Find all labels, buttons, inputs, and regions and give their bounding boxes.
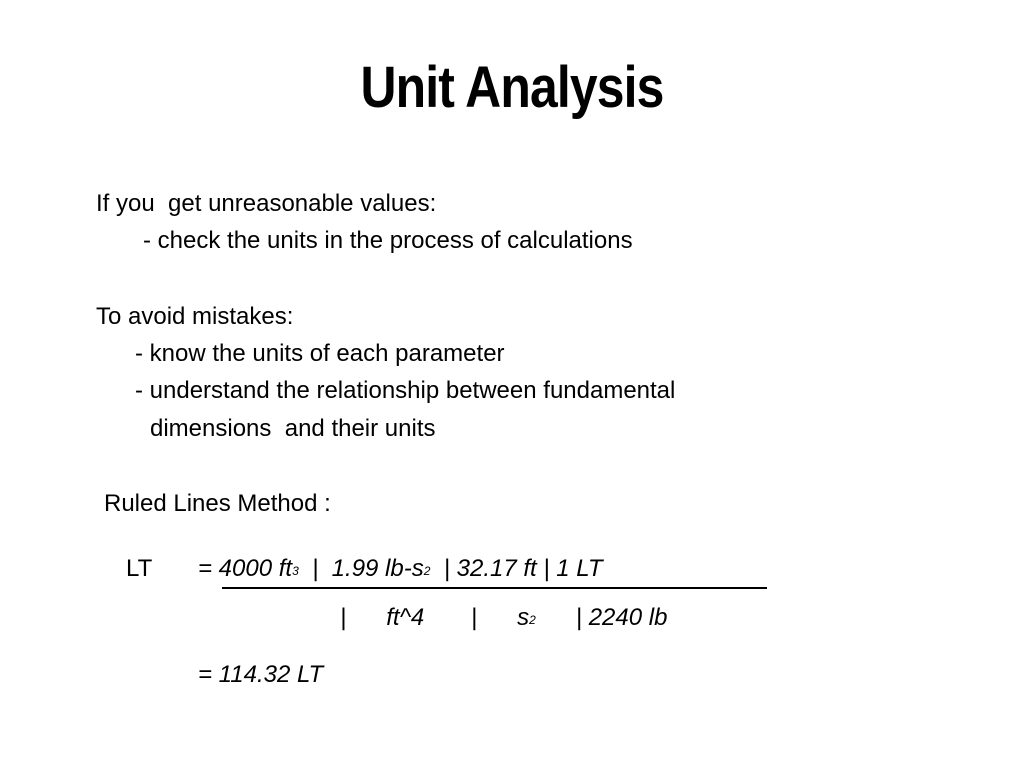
equation-denominator [340,603,667,633]
equation-lhs: LT [126,555,153,582]
section2-bullet-2-line-1: - understand the relationship between fundamental [135,377,676,404]
numerator-middle: | 1.99 lb-s [298,555,424,582]
denominator-exponent: 2 [529,613,536,627]
numerator-exponent-2: 2 [423,564,431,578]
section1-bullet-1: - check the units in the process of calculations [143,227,633,254]
equation-numerator [198,554,603,584]
numerator-prefix: = 4000 ft [198,555,293,582]
numerator-exponent-1: 3 [292,564,299,578]
section1-heading: If you get unreasonable values: [96,190,437,217]
section2-bullet-2-line-2: dimensions and their units [150,415,436,442]
denominator-part-1: | ft^4 | s [340,604,530,631]
denominator-part-2: | 2240 lb [535,604,668,631]
numerator-suffix: | 32.17 ft | 1 LT [430,555,603,582]
fraction-rule-line [222,587,767,589]
equation-result: = 114.32 LT [198,661,324,688]
section2-bullet-1: - know the units of each parameter [135,340,505,367]
section2-heading: To avoid mistakes: [96,303,294,330]
slide-title: Unit Analysis [360,55,664,120]
method-heading: Ruled Lines Method : [104,490,331,517]
